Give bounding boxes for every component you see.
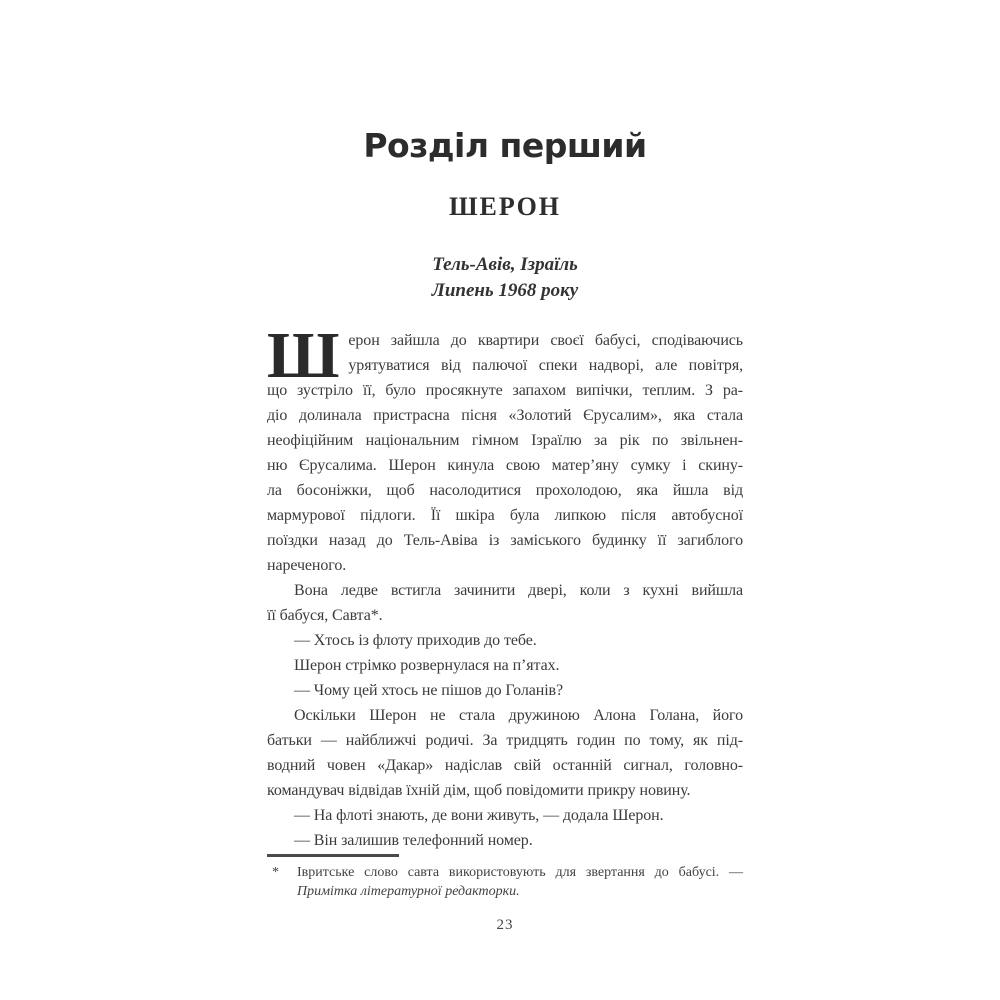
text-line: ла босоніжки, щоб насолодитися прохолодою, яка йшла від [267,482,743,499]
text-line: ерон зайшла до квартири своєї бабусі, сподіваючись [348,332,743,349]
text-line: — Хтось із флоту приходив до тебе. [294,632,537,649]
text-line: діо долинала пристрасна пісня «Золотий Єрусалим», яка стала [267,407,743,424]
text-line: нареченого. [267,557,347,574]
text-line: урятуватися від палючої спеки надворі, але повітря, [348,357,743,374]
paragraph [267,319,743,578]
text-line: — Чому цей хтось не пішов до Голанів? [294,682,563,699]
text-line: батьки — найближчі родичі. За тридцять годин по тому, як під- [267,732,743,749]
footnote-rule [267,854,399,857]
dateline [267,252,743,304]
text-line: її бабуся, Савта*. [267,607,383,624]
paragraph [267,703,743,803]
paragraph [267,828,743,853]
text-line: командувач відвідав їхній дім, щоб повідомити прикру новину. [267,782,691,799]
dateline-date: Липень 1968 року [431,280,579,301]
text-line: ню Єрусалима. Шерон кинула свою матер’яну сумку і скину- [267,457,743,474]
paragraph [267,628,743,653]
drop-cap: Ш [267,319,340,392]
text-line: неофіційним національним гімном Ізраїлю за рік по звільнен- [267,432,743,449]
paragraph [267,678,743,703]
footnote-marker: * [272,865,279,880]
paragraph [267,803,743,828]
footnote [267,863,743,901]
text-line: поїздки назад до Тель-Авіва із заміського будинку її загиблого [267,532,743,549]
paragraph [267,653,743,678]
chapter-heading: Розділ перший [363,126,647,165]
footnote-text [297,863,743,901]
body-text [267,319,743,853]
text-column [267,126,743,934]
chapter-title: ШЕРОН [448,192,562,221]
page-number: 23 [496,917,514,933]
text-line: Вона ледве встигла зачинити двері, коли з кухні вийшла [294,582,743,599]
text-line: — Він залишив телефонний номер. [294,832,533,849]
text-line: водний човен «Дакар» надіслав свій останній сигнал, головно- [267,757,743,774]
footnote-body: Івритське слово савта використовують для звертання до бабусі. — [297,865,743,880]
dateline-location: Тель-Авів, Ізраїль [432,254,578,275]
text-line: мармурової підлоги. Її шкіра була липкою після автобусної [267,507,743,524]
text-line: що зустріло її, було просякнуте запахом випічки, теплим. З ра- [267,382,743,399]
footnote-attribution: Примітка літературної редакторки. [297,884,520,899]
text-line: Оскільки Шерон не стала дружиною Алона Голана, його [294,707,743,724]
paragraph [267,578,743,628]
text-line: Шерон стрімко розвернулася на п’ятах. [294,657,560,674]
text-line: — На флоті знають, де вони живуть, — додала Шерон. [294,807,664,824]
